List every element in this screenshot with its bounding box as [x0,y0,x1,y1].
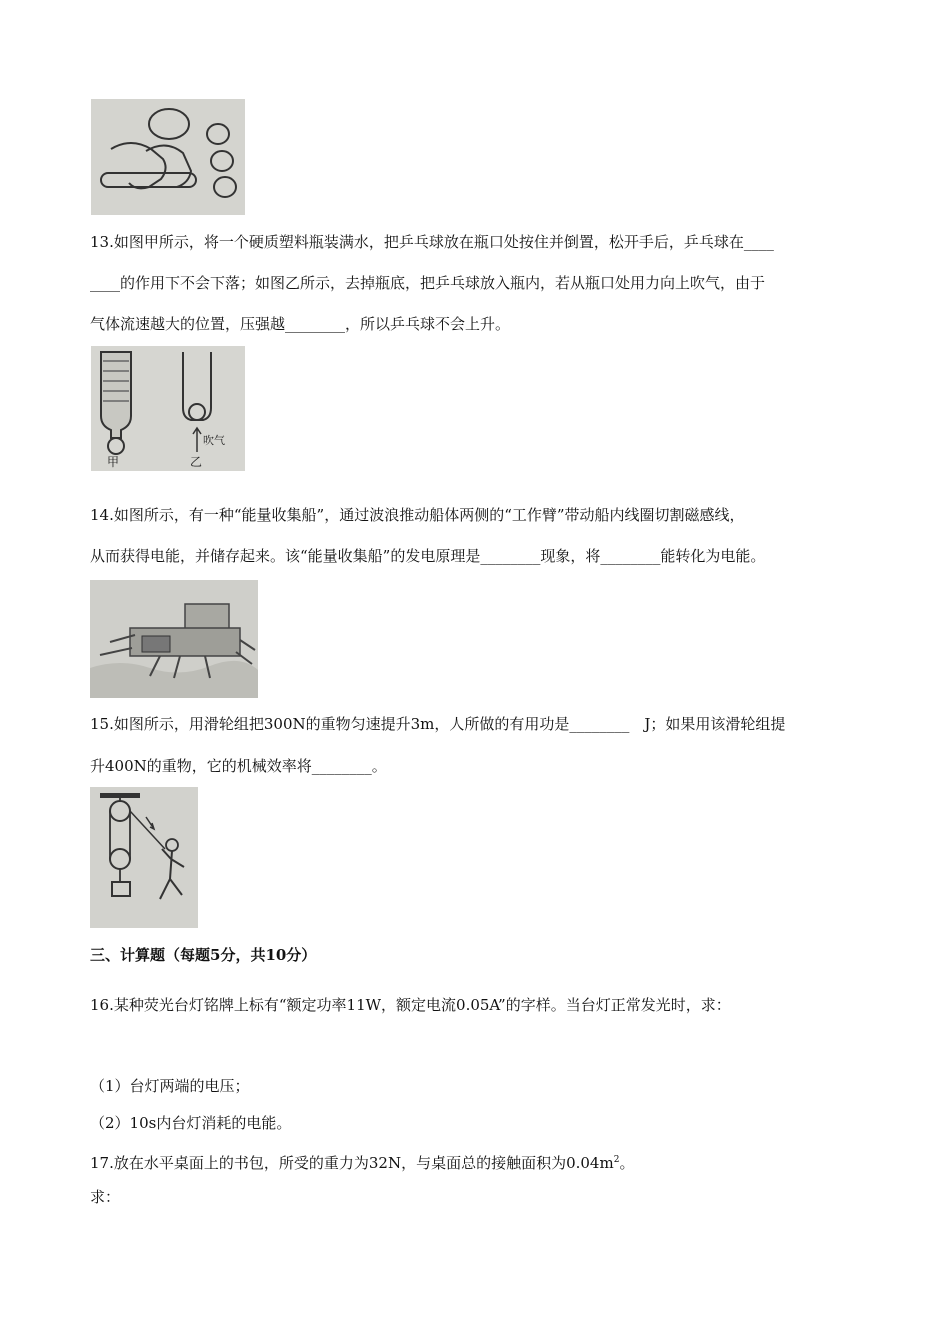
q13-line-1: 13.如图甲所示，将一个硬质塑料瓶装满水，把乒乓球放在瓶口处按住并倒置，松开手后，乒乓球在____ [90,233,774,251]
figure-hands-balls [91,99,245,215]
q14-line-2: 从而获得电能，并储存起来。该“能量收集船”的发电原理是________现象，将________能转化为电能。 [90,547,766,565]
q15-line-1: 15.如图所示，用滑轮组把300N的重物匀速提升3m，人所做的有用功是________ J；如果用该滑轮组提 [90,715,786,733]
q17-line-2: 求： [90,1188,121,1206]
bottle-pingpong-image [91,346,245,471]
q16-line-1: 16.某种荧光台灯铭牌上标有“额定功率11W，额定电流0.05A”的字样。当台灯正常发光时，求： [90,996,731,1014]
figure-bottle-pingpong [91,346,245,471]
figure-pulley [90,787,198,928]
pulley-image [90,787,198,928]
label-yi: 乙 [190,455,203,469]
energy-boat-image [90,580,258,698]
label-blow: 吹气 [203,434,225,447]
q15-line-2: 升400N的重物，它的机械效率将________。 [90,757,387,775]
hands-balls-image [91,99,245,215]
q13-line-2: ____的作用下不会下落；如图乙所示，去掉瓶底，把乒乓球放入瓶内，若从瓶口处用力向上吹气，由于 [90,274,766,292]
q17-superscript: 2 [613,1155,620,1165]
figure-energy-boat [90,580,258,698]
q16-sub-1: （1）台灯两端的电压； [90,1077,250,1095]
q17-line-1-end: 。 [619,1154,635,1172]
q17-line-1 [90,1150,634,1173]
q14-line-1: 14.如图所示，有一种“能量收集船”，通过波浪推动船体两侧的“工作臂”带动船内线圈切割磁感线， [90,506,745,524]
q16-sub-2: （2）10s内台灯消耗的电能。 [90,1114,292,1132]
label-jia: 甲 [107,455,120,469]
q17-line-1-text: 17.放在水平桌面上的书包，所受的重力为32N，与桌面总的接触面积为0.04m [90,1154,614,1172]
q13-line-3: 气体流速越大的位置，压强越________，所以乒乓球不会上升。 [90,315,511,333]
section-3-heading: 三、计算题（每题5分，共10分） [90,946,317,964]
